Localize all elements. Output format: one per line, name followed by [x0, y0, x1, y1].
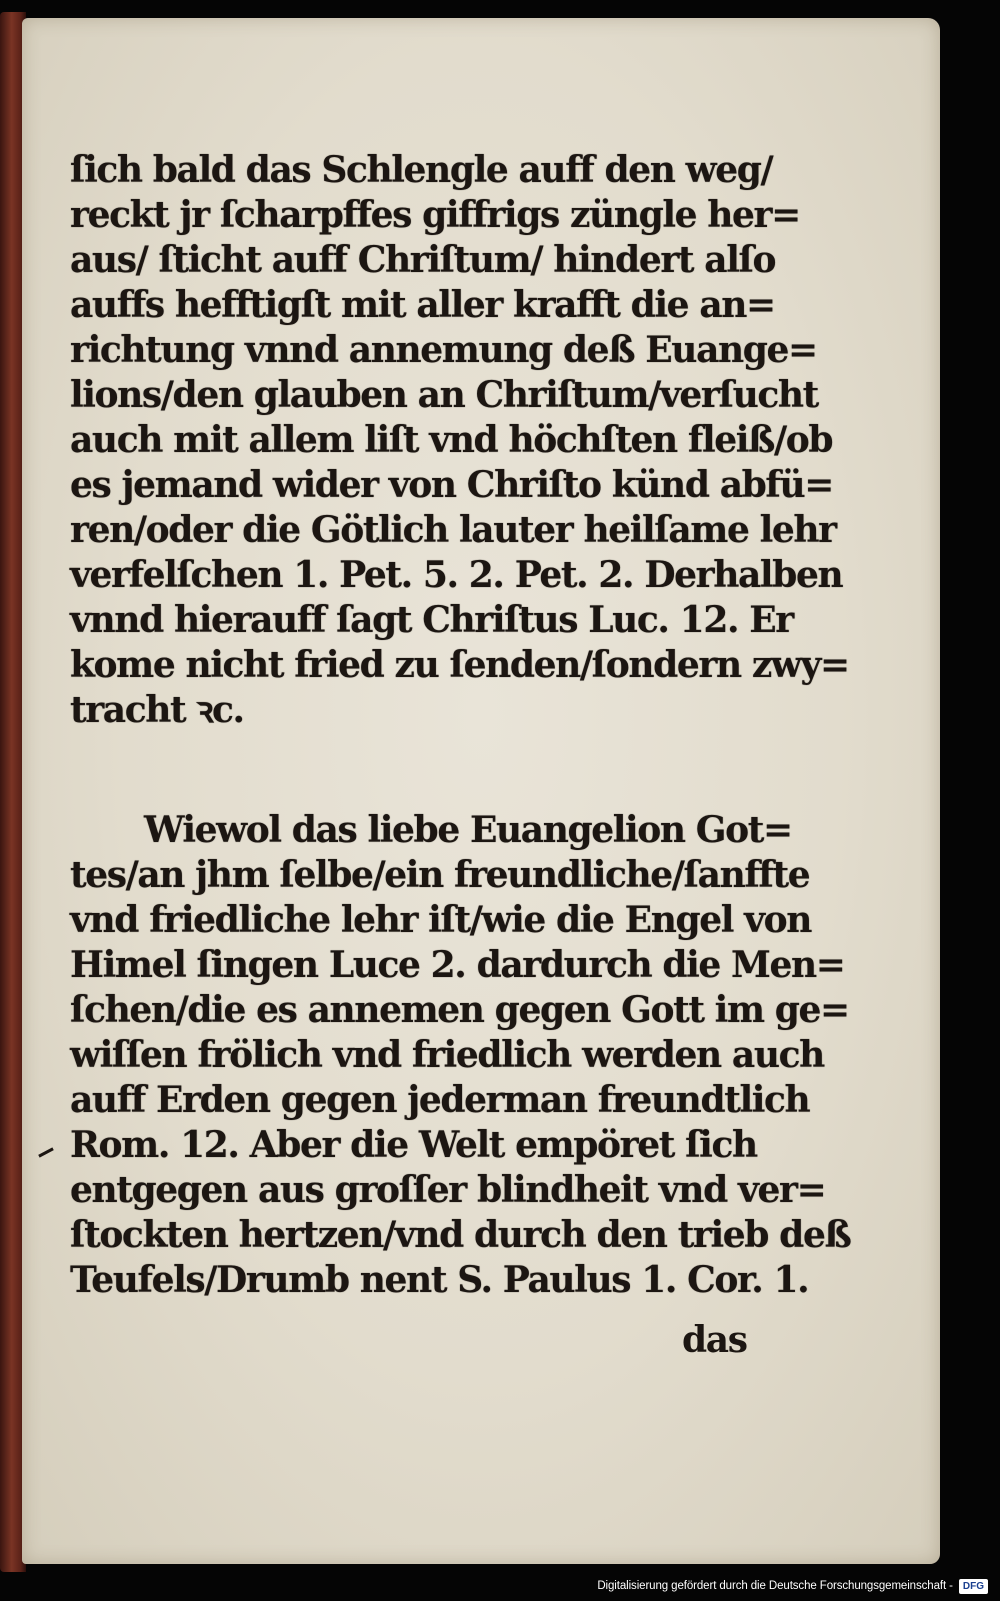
text-line: verfelſchen 1. Pet. 5. 2. Pet. 2. Derhalben	[70, 554, 843, 596]
catchword: das	[682, 1319, 747, 1361]
credit-text: Digitalisierung gefördert durch die Deutsche Forschungsgemeinschaft -	[597, 1580, 953, 1592]
text-line: es jemand wider von Chriſto künd abfü=	[70, 464, 834, 506]
digitization-credit	[597, 1574, 988, 1598]
text-line: Wiewol das liebe Euangelion Got=	[144, 809, 792, 851]
text-line: kome nicht fried zu ſenden/ſondern zwy=	[70, 644, 849, 686]
text-line: ſich bald das Schlengle auff den weg/	[70, 149, 773, 191]
text-line: vnd friedliche lehr iſt/wie die Engel von	[70, 899, 812, 941]
margin-mark	[38, 1147, 54, 1157]
dfg-logo: DFG	[959, 1579, 988, 1594]
text-line: wiſſen frölich vnd friedlich werden auch	[70, 1034, 824, 1076]
text-block-1	[70, 148, 849, 733]
text-line: auffs hefftigſt mit aller krafft die an=	[70, 284, 775, 326]
text-line: entgegen aus groſſer blindheit vnd ver=	[70, 1169, 826, 1211]
text-line: auch mit allem liſt vnd höchſten fleiß/ob	[70, 419, 833, 461]
text-line: Rom. 12. Aber die Welt empöret ſich	[70, 1124, 757, 1166]
text-line: tes/an jhm ſelbe/ein freundliche/ſanffte	[70, 854, 810, 896]
text-line: ſchen/die es annemen gegen Gott im ge=	[70, 989, 849, 1031]
text-block-2	[70, 808, 851, 1303]
text-line: richtung vnnd annemung deß Euange=	[70, 329, 817, 371]
paper-page	[22, 18, 940, 1564]
text-line: reckt jr ſcharpffes giffrigs züngle her=	[70, 194, 800, 236]
text-line: lions/den glauben an Chriſtum/verſucht	[70, 374, 818, 416]
text-line: auff Erden gegen jederman freundtlich	[70, 1079, 810, 1121]
text-line: aus/ ſticht auff Chriſtum/ hindert alſo	[70, 239, 776, 281]
text-line: vnnd hierauff ſagt Chriſtus Luc. 12. Er	[70, 599, 793, 641]
text-line: ſtockten hertzen/vnd durch den trieb deß	[70, 1214, 851, 1256]
text-line: ren/oder die Götlich lauter heilſame lehr	[70, 509, 836, 551]
text-line: Teufels/Drumb nent S. Paulus 1. Cor. 1.	[70, 1259, 809, 1301]
text-line: Himel ſingen Luce 2. dardurch die Men=	[70, 944, 845, 986]
text-line: tracht ꝛc.	[70, 689, 244, 731]
